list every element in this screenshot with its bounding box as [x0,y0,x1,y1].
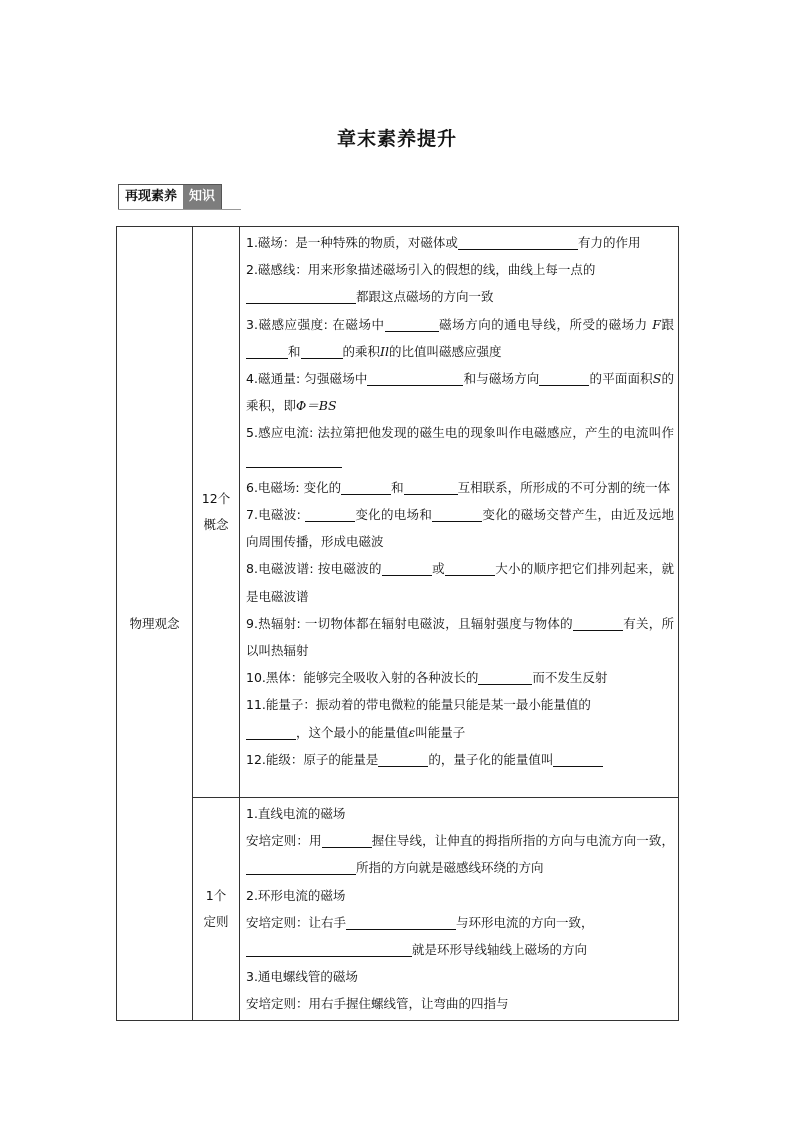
concepts-row [117,227,679,798]
concepts-header-cell [193,227,240,798]
answer-blank[interactable] [246,942,412,957]
concept-4-text-3: 的平面面积 [589,371,653,387]
rules-row [117,798,679,1021]
rule-3 [246,990,674,1017]
rule-2-text-3: 就是环形导线轴线上磁场的方向 [412,942,588,958]
concepts-header-line2: 概念 [203,517,229,532]
concept-8 [246,555,674,609]
rule-1-text: 安培定则：用 [246,833,322,849]
concept-11-text: 11.能量子：振动着的带电微粒的能量只能是某一最小能量值的 [246,697,591,713]
rule-2 [246,909,674,963]
concept-3-text-2: 磁场方向的通电导线，所受的磁场力 [438,316,648,332]
concept-10 [246,664,674,691]
answer-blank[interactable] [385,317,439,332]
concept-5-text: 5.感应电流: 法拉第把他发现的磁生电的现象叫作电磁感应，产生的电流叫作 [246,425,674,441]
answer-blank[interactable] [246,344,288,359]
rule-3-title: 3.通电螺线管的磁场 [246,969,358,985]
concept-6-text-2: 和 [391,479,404,495]
concept-7 [246,501,674,555]
concept-11 [246,691,674,745]
concept-6-text-3: 互相联系，所形成的不可分割的统一体 [457,479,671,495]
rule-1-text-2: 握住导线，让伸直的拇指所指的方向与电流方向一致， [371,833,674,849]
concept-4 [246,365,674,419]
answer-blank[interactable] [246,860,356,875]
concept-11-text-2: ，这个最小的能量值 [296,724,409,740]
answer-blank[interactable] [458,235,578,250]
concept-6 [246,474,674,501]
rules-header-line1: 1个 [205,887,227,903]
concept-8-text: 8.电磁波谱: 按电磁波的 [246,561,382,577]
concept-10-text-2: 而不发生反射 [532,670,608,686]
concept-2-text-end: 都跟这点磁场的方向一致 [356,289,494,305]
concept-9-text: 9.热辐射: 一切物体都在辐射电磁波，且辐射强度与物体的 [246,615,573,631]
concept-12-text: 12.能级：原子的能量是 [246,751,379,767]
concept-9-text-2: 有关，所以叫热辐射 [246,615,674,659]
rule-1-title: 1.直线电流的磁场 [246,806,346,821]
section-badge [118,184,222,210]
answer-blank[interactable] [246,725,296,740]
answer-blank[interactable] [378,752,428,767]
rule-3-text: 安培定则：用右手握住螺线管，让弯曲的四指与 [246,996,509,1012]
category-label: 物理观念 [129,616,180,632]
concept-12 [246,746,674,773]
answer-blank[interactable] [445,561,495,576]
answer-blank[interactable] [246,289,356,304]
concept-3-text-3: 跟 [660,316,674,332]
answer-blank[interactable] [553,752,603,767]
badge-underline [118,209,241,210]
answer-blank[interactable] [341,480,391,495]
concept-3-text-5: 的乘积 [342,343,381,359]
rule-2-text-2: 与环形电流的方向一致， [456,914,594,930]
concept-7-text-3: 变化的磁场交替产生，由近及远地向周围传播，形成电磁波 [246,507,674,550]
concept-3 [246,311,674,365]
concept-3-text: 3.磁感应强度: 在磁场中 [246,316,385,332]
concepts-header-line1: 12个 [201,491,231,506]
concept-9 [246,610,674,664]
answer-blank[interactable] [478,670,532,685]
rule-1 [246,827,674,881]
concept-4-text-2: 和与磁场方向 [463,371,540,387]
il-symbol: Il [380,343,389,359]
concept-6-text: 6.电磁场: 变化的 [246,479,342,495]
answer-blank[interactable] [573,616,623,631]
flux-formula: Φ＝BS [296,398,337,414]
page-title: 章末素养提升 [336,128,457,150]
answer-blank[interactable] [539,371,589,386]
answer-blank[interactable] [432,507,482,522]
concept-2-text: 2.磁感线：用来形象描述磁场引入的假想的线，曲线上每一点的 [246,262,596,278]
answer-blank[interactable] [404,480,458,495]
force-symbol: F [652,316,661,332]
concept-8-text-2: 或 [431,561,445,577]
concept-2 [246,256,674,310]
concept-12-text-2: 的，量子化的能量值叫 [428,751,554,767]
answer-blank[interactable] [322,833,372,848]
answer-blank[interactable] [305,507,355,522]
concept-1-text-end: 有力的作用 [577,235,641,250]
concept-8-text-3: 大小的顺序把它们排列起来，就是电磁波谱 [246,561,674,604]
concept-10-text: 10.黑体：能够完全吸收入射的各种波长的 [246,670,479,686]
concept-11-text-3: 叫能量子 [415,724,466,740]
concept-3-text-6: 的比值叫磁感应强度 [388,343,502,359]
rule-2-title: 2.环形电流的磁场 [246,887,346,903]
epsilon-symbol: ε [408,724,416,740]
answer-blank[interactable] [246,453,342,468]
answer-blank[interactable] [346,915,456,930]
answer-blank[interactable] [382,561,432,576]
concepts-content-cell [240,227,679,798]
rules-header-cell [193,798,240,1021]
concept-1-text: 1.磁场：是一种特殊的物质，对磁体或 [246,235,458,250]
answer-blank[interactable] [367,371,463,386]
answer-blank[interactable] [301,344,343,359]
rules-content-cell [240,798,679,1021]
concept-4-text-4: 的乘积，即 [246,371,674,414]
concept-7-text-2: 变化的电场和 [355,507,433,523]
concept-5 [246,419,674,473]
concept-4-text: 4.磁通量: 匀强磁场中 [246,371,368,387]
rules-header-line2: 定则 [203,913,229,929]
knowledge-table [116,226,679,1021]
rule-2-text: 安培定则：让右手 [246,914,347,930]
concept-7-text: 7.电磁波: [246,507,306,523]
rule-1-text-3: 所指的方向就是磁感线环绕的方向 [356,860,544,876]
category-cell [117,227,193,1021]
area-symbol: S [652,371,662,387]
badge-right-label: 知识 [183,185,221,209]
concept-3-text-4: 和 [288,343,301,359]
badge-left-label: 再现素养 [119,185,183,209]
concept-1 [246,229,674,256]
